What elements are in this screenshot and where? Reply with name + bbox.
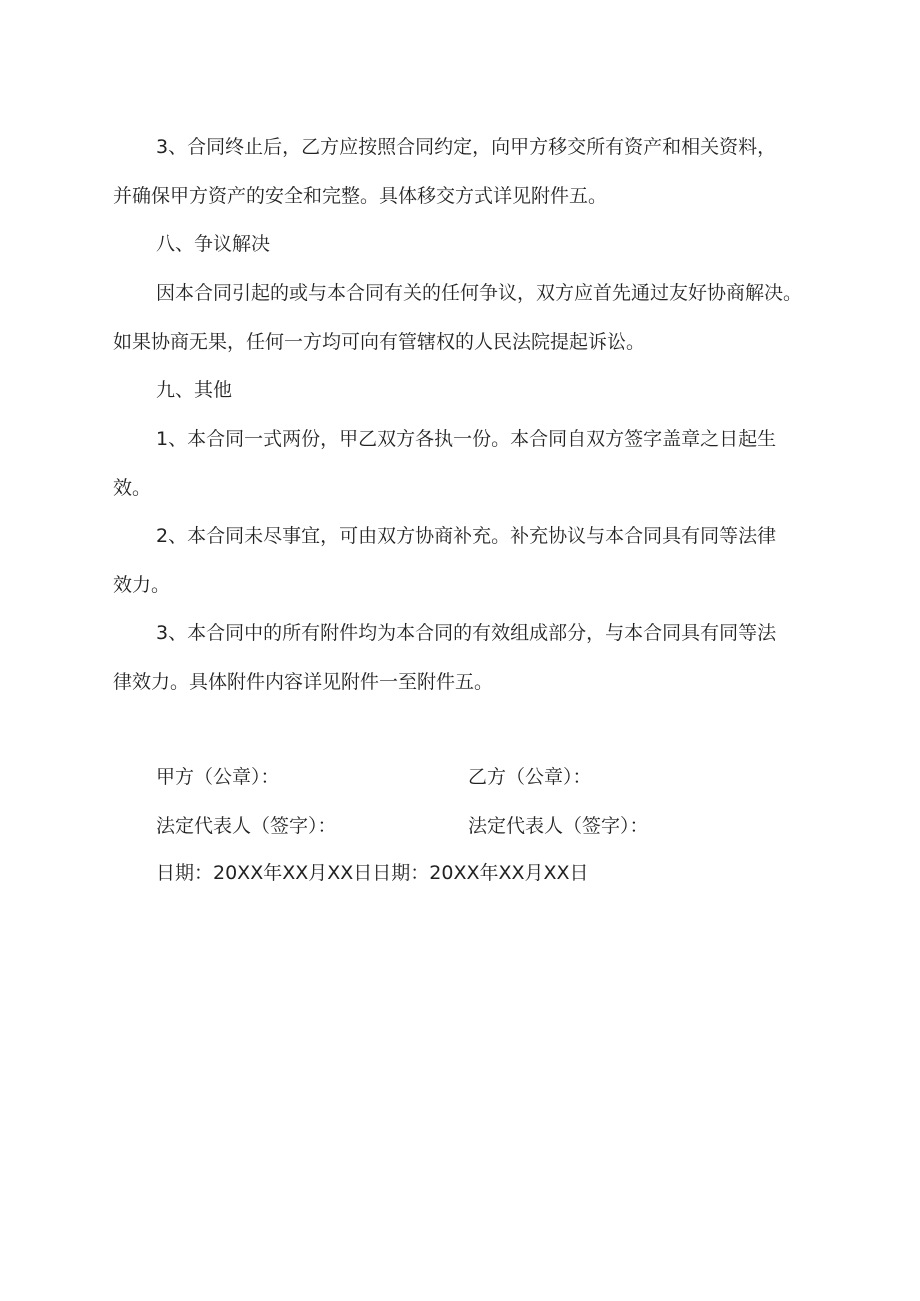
party-a-rep-label: 法定代表人（签字）： (156, 815, 337, 837)
section-8-heading: 八、争议解决 (156, 233, 271, 255)
clause-7-3-line-2: 并确保甲方资产的安全和完整。具体移交方式详见附件五。 (113, 185, 608, 207)
section-9-item-3-line-2: 律效力。具体附件内容详见附件一至附件五。 (113, 671, 494, 693)
section-8-line-2: 如果协商无果，任何一方均可向有管辖权的人民法院提起诉讼。 (113, 331, 646, 353)
section-9-heading: 九、其他 (156, 379, 233, 401)
party-a-seal-label: 甲方（公章）： (156, 766, 280, 788)
section-9-item-2-line-2: 效力。 (113, 574, 171, 596)
section-8-line-1: 因本合同引起的或与本合同有关的任何争议，双方应首先通过友好协商解决。 (156, 282, 803, 304)
date-line: 日期：20XX年XX月XX日日期：20XX年XX月XX日 (156, 862, 589, 884)
section-9-item-2-line-1: 2、本合同未尽事宜，可由双方协商补充。补充协议与本合同具有同等法律 (156, 525, 777, 547)
section-9-item-1-line-2: 效。 (113, 477, 152, 499)
section-9-item-1-line-1: 1、本合同一式两份，甲乙双方各执一份。本合同自双方签字盖章之日起生 (156, 428, 777, 450)
party-b-seal-label: 乙方（公章）： (468, 766, 592, 788)
section-9-item-3-line-1: 3、本合同中的所有附件均为本合同的有效组成部分，与本合同具有同等法 (156, 622, 777, 644)
party-b-rep-label: 法定代表人（签字）： (468, 815, 649, 837)
clause-7-3-line-1: 3、合同终止后，乙方应按照合同约定，向甲方移交所有资产和相关资料， (156, 136, 777, 158)
